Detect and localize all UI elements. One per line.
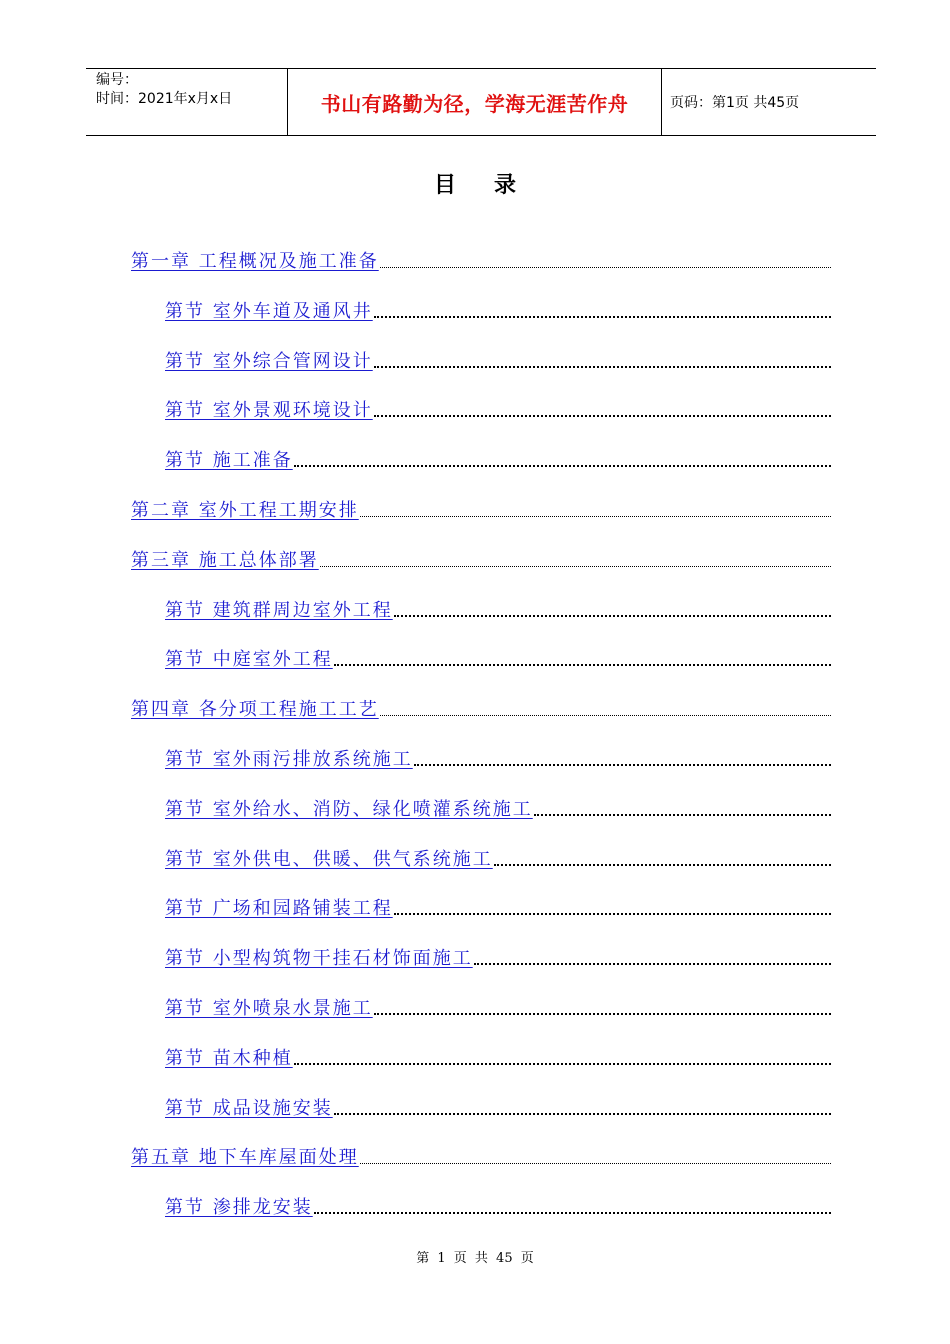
toc-section-entry[interactable] [165,792,831,822]
toc-entry-link[interactable]: 第节 室外给水、消防、绿化喷灌系统施工 [165,798,533,820]
toc-entry-link[interactable]: 第五章 地下车库屋面处理 [131,1147,359,1169]
toc-entry-link[interactable]: 第节 成品设施安装 [165,1097,333,1119]
toc-section-entry[interactable] [165,842,831,872]
toc-entry-link[interactable]: 第一章 工程概况及施工准备 [131,251,379,272]
toc-entry-link[interactable]: 第节 室外景观环境设计 [165,400,373,422]
toc-entry-link[interactable]: 第节 小型构筑物干挂石材饰面施工 [165,948,473,970]
document-header [86,68,876,136]
toc-dot-leader [534,814,831,816]
toc-dot-leader [394,913,831,915]
toc-section-entry[interactable] [165,1091,831,1121]
header-motto: 书山有路勤为径，学海无涯苦作舟 [288,69,662,135]
toc-section-entry[interactable] [165,294,831,324]
toc-entry-link[interactable]: 第节 室外车道及通风井 [165,300,373,322]
toc-entry-link[interactable]: 第节 室外喷泉水景施工 [165,998,373,1019]
toc-entry-link[interactable]: 第三章 施工总体部署 [131,549,319,571]
toc-title: 目录 [433,172,554,198]
toc-section-entry[interactable] [165,941,831,971]
toc-entry-link[interactable]: 第节 建筑群周边室外工程 [165,599,393,621]
toc-section-entry[interactable] [165,1041,831,1071]
toc-entry-link[interactable]: 第节 广场和园路铺装工程 [165,898,393,920]
toc-entry-link[interactable]: 第二章 室外工程工期安排 [131,500,359,521]
toc-entry-link[interactable]: 第节 苗木种植 [165,1047,293,1069]
toc-dot-leader [294,1063,831,1065]
toc-dot-leader [474,963,831,965]
toc-entry-link[interactable]: 第节 施工准备 [165,450,293,472]
toc-dot-leader [380,715,831,716]
toc-dot-leader [374,366,831,368]
toc-section-entry[interactable] [165,642,831,672]
toc-chapter-entry[interactable] [131,1140,831,1170]
toc-entry-link[interactable]: 第节 室外雨污排放系统施工 [165,749,413,770]
toc-dot-leader [374,316,831,318]
toc-dot-leader [360,516,831,517]
toc-dot-leader [314,1212,831,1214]
toc-section-entry[interactable] [165,344,831,374]
toc-dot-leader [494,864,831,866]
toc-dot-leader [394,615,831,617]
toc-chapter-entry[interactable] [131,692,831,722]
toc-section-entry[interactable] [165,742,831,772]
toc-dot-leader [374,1013,831,1015]
toc-chapter-entry[interactable] [131,493,831,523]
toc-section-entry[interactable] [165,443,831,473]
toc-dot-leader [380,267,831,268]
toc-dot-leader [294,465,831,467]
toc-entry-link[interactable]: 第四章 各分项工程施工工艺 [131,699,379,721]
toc-entry-link[interactable]: 第节 中庭室外工程 [165,649,333,671]
header-page-info: 页码：第1页 共45页 [670,95,800,111]
document-time-label: 时间：2021年x月x日 [96,91,233,107]
toc-section-entry[interactable] [165,891,831,921]
toc-chapter-entry[interactable] [131,543,831,573]
toc-section-entry[interactable] [165,593,831,623]
document-number-label: 编号： [96,72,138,88]
toc-section-entry[interactable] [165,991,831,1021]
toc-dot-leader [334,664,831,666]
toc-entry-link[interactable]: 第节 室外供电、供暖、供气系统施工 [165,848,493,870]
toc-dot-leader [360,1163,831,1164]
toc-dot-leader [374,415,831,417]
page-footer: 第 1 页 共 45 页 [416,1251,534,1266]
toc-dot-leader [414,764,831,766]
toc-entry-link[interactable]: 第节 渗排龙安装 [165,1197,313,1219]
toc-section-entry[interactable] [165,393,831,423]
toc-dot-leader [320,566,831,567]
toc-chapter-entry[interactable] [131,244,831,274]
toc-entry-link[interactable]: 第节 室外综合管网设计 [165,350,373,372]
toc-section-entry[interactable] [165,1190,831,1220]
toc-dot-leader [334,1113,831,1115]
header-meta [86,69,288,135]
